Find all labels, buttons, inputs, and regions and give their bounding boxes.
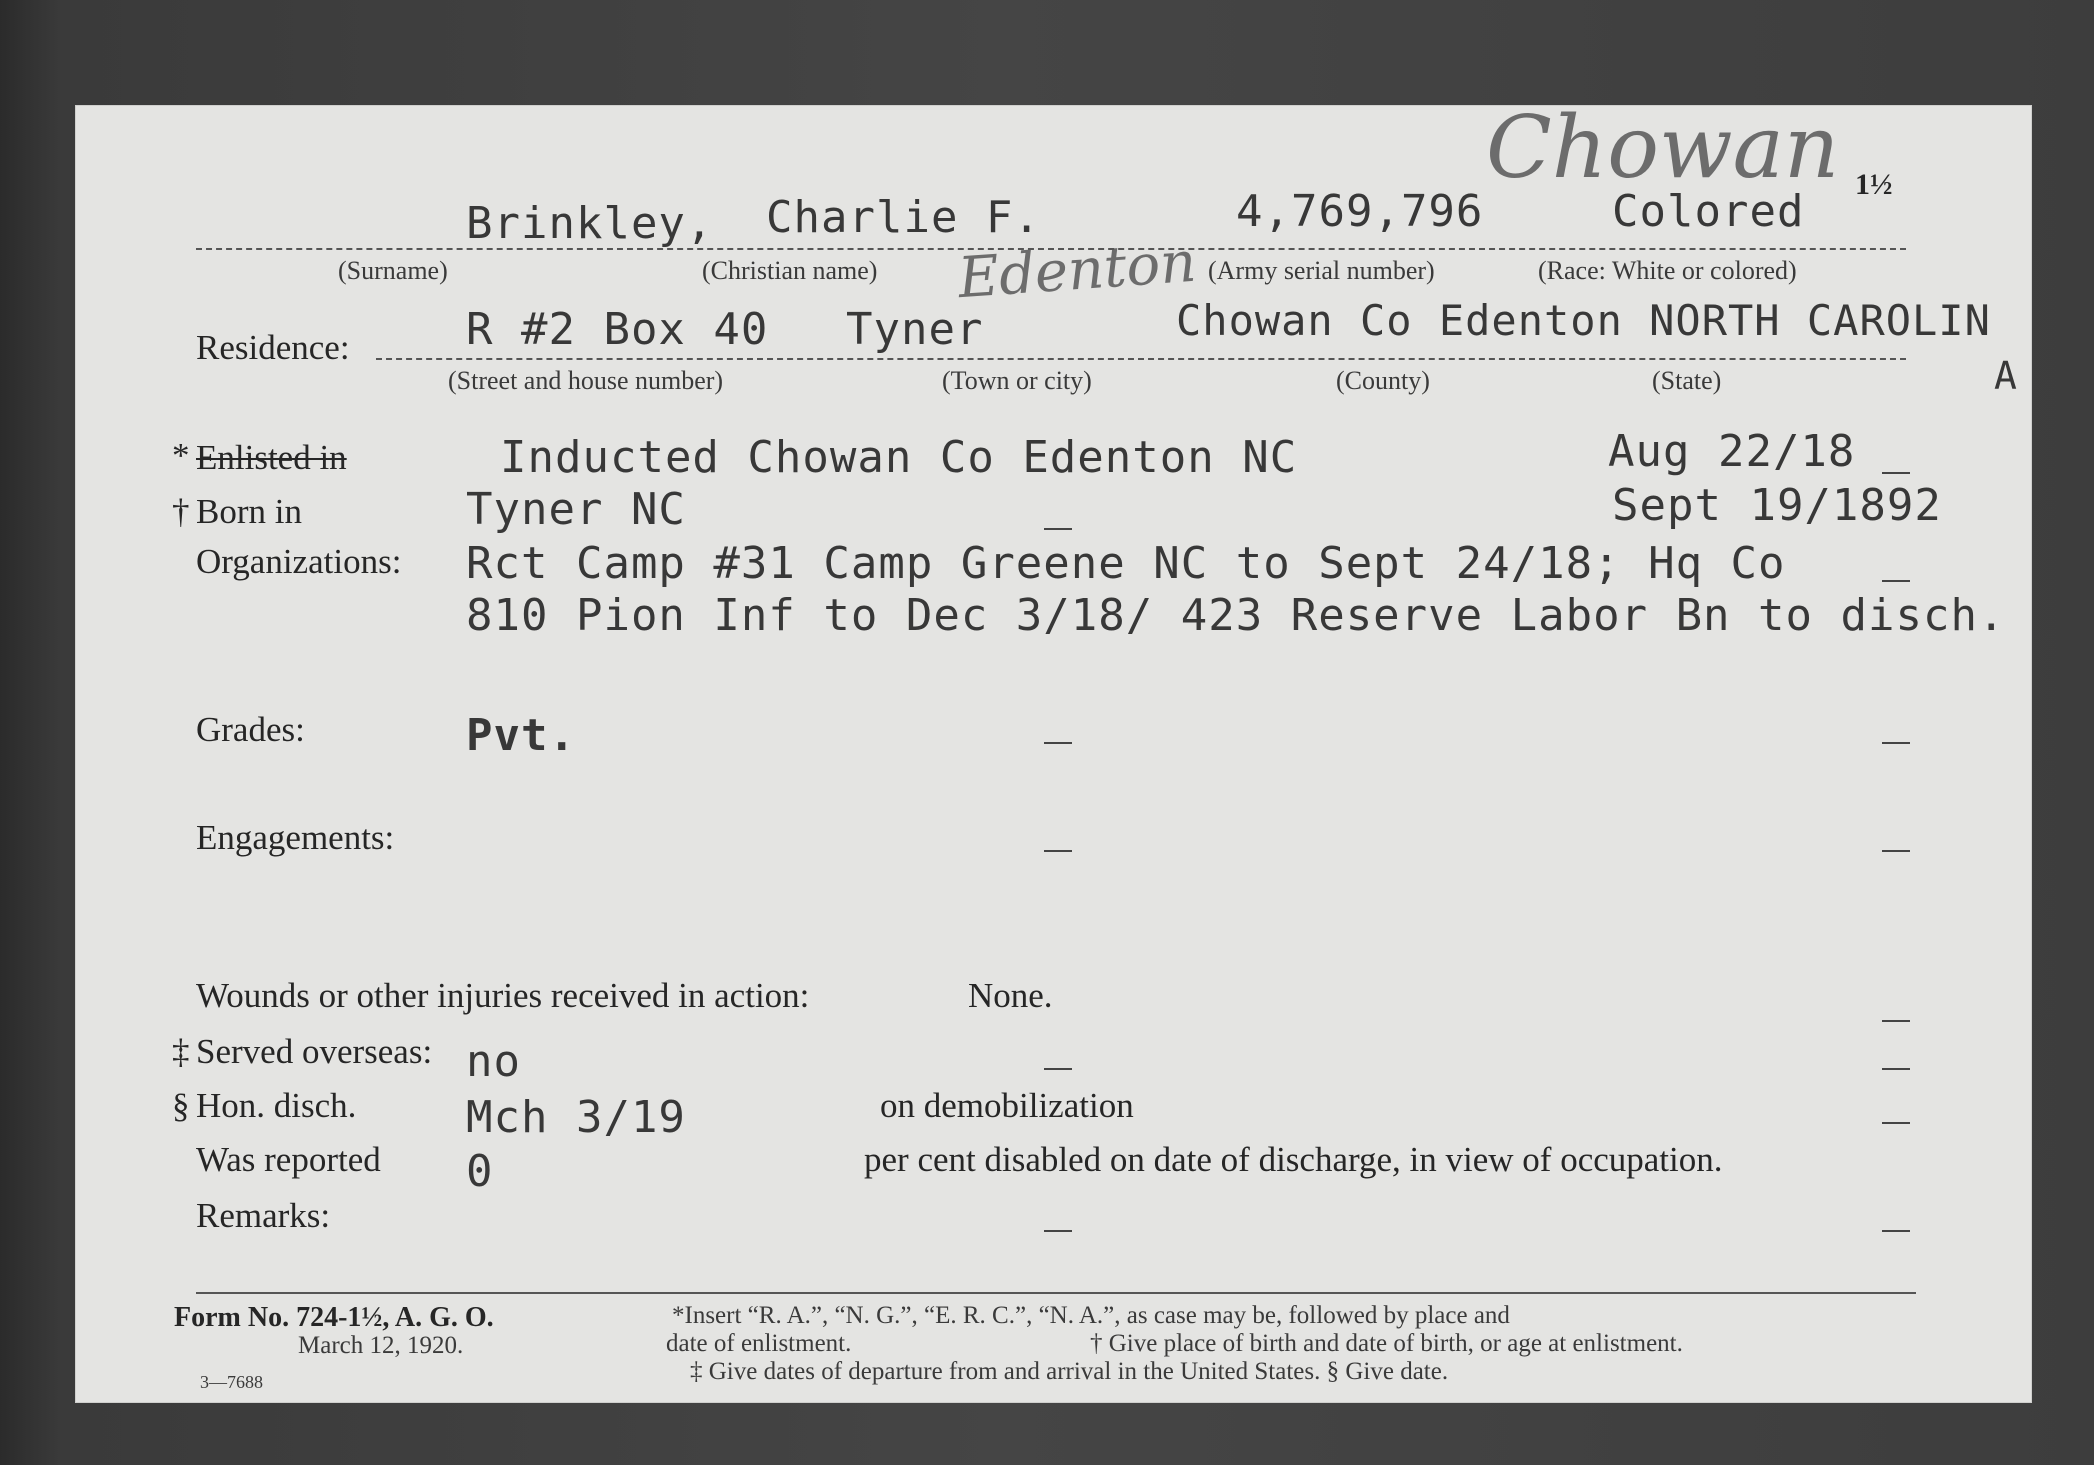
residence-line: [376, 358, 1906, 360]
race-caption: (Race: White or colored): [1538, 256, 1797, 285]
footnote-line-2a: date of enlistment.: [666, 1330, 852, 1357]
born-date: Sept 19/1892: [1612, 480, 1942, 531]
engagements-tick-right: [1882, 850, 1910, 852]
reported-label: Was reported: [196, 1140, 381, 1179]
discharge-note: on demobilization: [880, 1086, 1134, 1125]
grades-tick-right: [1882, 742, 1910, 744]
remarks-tick-right: [1882, 1230, 1910, 1232]
overseas-tick-right: [1882, 1068, 1910, 1070]
serial-number-caption: (Army serial number): [1208, 256, 1435, 285]
form-number: Form No. 724-1½, A. G. O.: [174, 1302, 494, 1333]
enlisted-tick: [1882, 472, 1910, 474]
race-value: Colored: [1612, 186, 1805, 237]
overseas-tick-mid: [1044, 1068, 1072, 1070]
footnote-line-1: *Insert “R. A.”, “N. G.”, “E. R. C.”, “N. A.”, as case may be, followed by place and: [672, 1302, 1510, 1329]
name-line: [196, 248, 1906, 250]
discharge-label: Hon. disch.: [196, 1086, 357, 1125]
overseas-value: no: [466, 1036, 521, 1087]
organizations-tick: [1882, 580, 1910, 582]
state-caption: (State): [1652, 366, 1722, 395]
handwritten-town: Edenton: [956, 229, 1199, 312]
footer-rule: [196, 1292, 1916, 1294]
organizations-line-1: Rct Camp #31 Camp Greene NC to Sept 24/18; Hq Co: [466, 538, 1786, 589]
print-code: 3—7688: [200, 1372, 263, 1392]
form-date: March 12, 1920.: [298, 1332, 464, 1359]
serial-number-value: 4,769,796: [1236, 186, 1484, 237]
christian-name-value: Charlie F.: [766, 192, 1041, 243]
discharge-mark: §: [172, 1086, 190, 1125]
enlisted-mark: *: [172, 436, 190, 475]
remarks-label: Remarks:: [196, 1196, 331, 1235]
reported-value: 0: [466, 1146, 494, 1197]
county-state-value: Chowan Co Edenton NORTH CAROLIN: [1176, 296, 1991, 345]
enlisted-label: Enlisted in: [196, 438, 347, 477]
wounds-label: Wounds or other injuries received in action:: [196, 976, 810, 1015]
surname-value: Brinkley,: [466, 198, 714, 249]
residence-label: Residence:: [196, 328, 350, 367]
organizations-label: Organizations:: [196, 542, 402, 581]
footnote-line-3: ‡ Give dates of departure from and arrival in the United States. § Give date.: [690, 1358, 1449, 1385]
remarks-tick-mid: [1044, 1230, 1072, 1232]
christian-name-caption: (Christian name): [702, 256, 878, 285]
wounds-value: None.: [968, 976, 1053, 1015]
wounds-tick: [1882, 1020, 1910, 1022]
engagements-tick-mid: [1044, 850, 1072, 852]
overseas-label: Served overseas:: [196, 1032, 433, 1071]
born-mark: †: [172, 492, 190, 531]
surname-caption: (Surname): [338, 256, 448, 285]
reported-note: per cent disabled on date of discharge, in view of occupation.: [864, 1140, 1723, 1179]
grades-label: Grades:: [196, 710, 305, 749]
born-tick-mid: [1044, 528, 1072, 530]
discharge-tick: [1882, 1122, 1910, 1124]
county-caption: (County): [1336, 366, 1430, 395]
grades-tick-mid: [1044, 742, 1072, 744]
footnote-line-2b: † Give place of birth and date of birth, or age at enlistment.: [1090, 1330, 1683, 1357]
handwritten-county: Chowan: [1486, 98, 1840, 198]
town-value: Tyner: [846, 304, 984, 355]
state-overflow-value: A: [1994, 354, 2018, 398]
organizations-line-2: 810 Pion Inf to Dec 3/18/ 423 Reserve Labor Bn to disch.: [466, 590, 2006, 641]
street-caption: (Street and house number): [448, 366, 724, 395]
enlisted-value: Inducted Chowan Co Edenton NC: [500, 432, 1298, 483]
corner-mark: 1½: [1855, 168, 1893, 201]
town-caption: (Town or city): [942, 366, 1092, 395]
grades-value: Pvt.: [466, 710, 576, 761]
engagements-label: Engagements:: [196, 818, 395, 857]
overseas-mark: ‡: [172, 1032, 190, 1071]
service-record-card: [76, 98, 2031, 1402]
born-label: Born in: [196, 492, 302, 531]
street-value: R #2 Box 40: [466, 304, 769, 355]
enlisted-date: Aug 22/18: [1608, 426, 1856, 477]
born-value: Tyner NC: [466, 484, 686, 535]
discharge-value: Mch 3/19: [466, 1092, 686, 1143]
